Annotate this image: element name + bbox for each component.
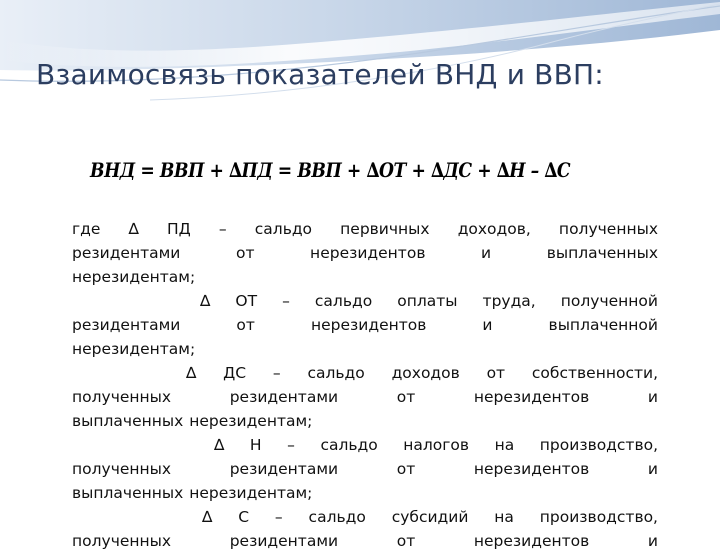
definitions-text [72,217,658,553]
definition-line: выплаченных нерезидентам; [72,412,313,430]
decorative-wave-banner [0,0,720,110]
definition-line: резидентами от нерезидентов и выплаченных [72,244,658,262]
definition-line: полученных резидентами от нерезидентов и [72,388,658,406]
definition-first-line: ∆ ДС – сальдо доходов от собственности, [186,364,658,382]
definition-first-line: ∆ Н – сальдо налогов на производство, [214,436,658,454]
slide-title: Взаимосвязь показателей ВНД и ВВП: [36,58,604,91]
gni-gdp-formula: ВНД = ВВП + ∆ПД = ВВП + ∆ОТ + ∆ДС + ∆Н – ∆С [90,158,571,182]
definition-line: резидентами от нерезидентов и выплаченной [72,316,658,334]
definition-first-line: где ∆ ПД – сальдо первичных доходов, полученных [72,220,658,238]
definition-line: полученных резидентами от нерезидентов и [72,532,658,550]
definition-line: выплаченных нерезидентам; [72,484,313,502]
definition-first-line: ∆ С – сальдо субсидий на производство, [202,508,658,526]
definition-line: нерезидентам; [72,268,196,286]
definition-first-line: ∆ ОТ – сальдо оплаты труда, полученной [200,292,658,310]
definition-line: полученных резидентами от нерезидентов и [72,460,658,478]
definition-line: нерезидентам; [72,340,196,358]
